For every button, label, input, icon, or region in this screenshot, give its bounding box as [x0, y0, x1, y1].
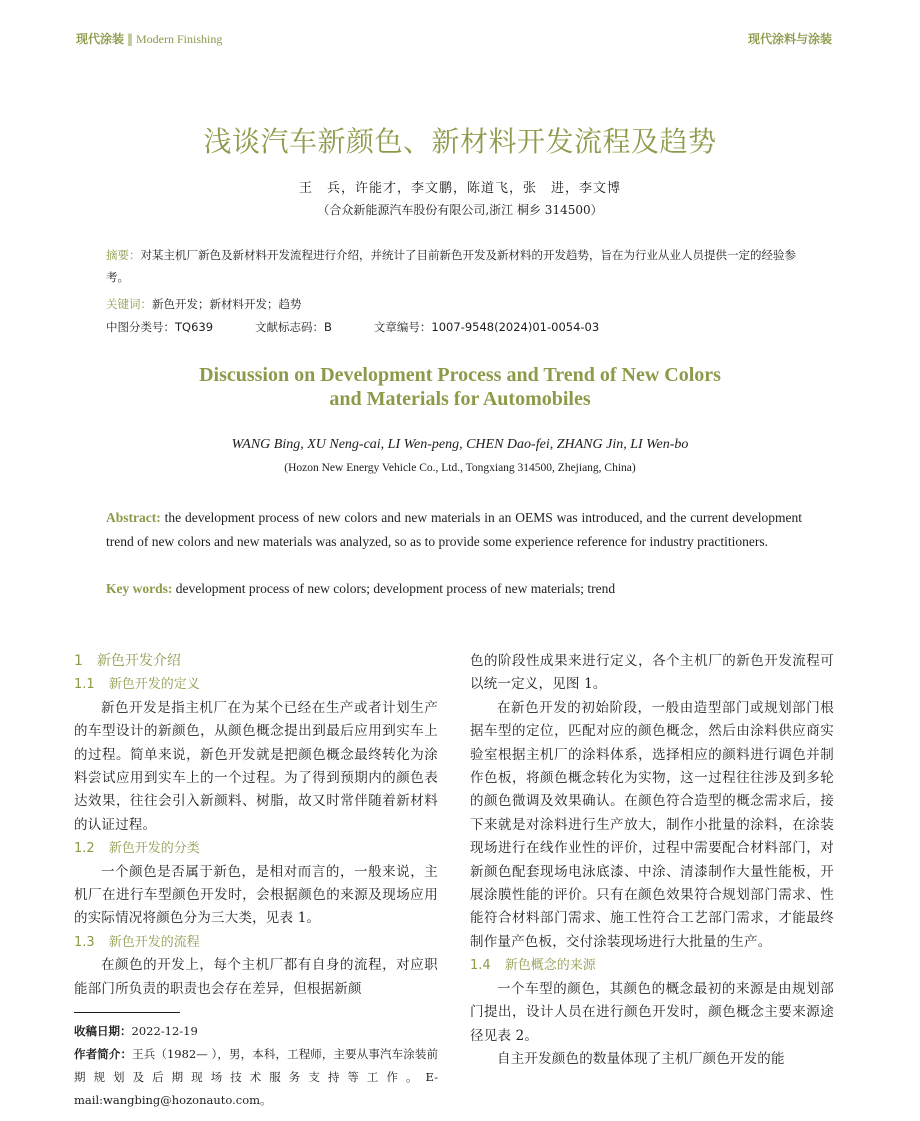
paragraph: 在颜色的开发上，每个主机厂都有自身的流程，对应职能部门所负责的职责也会存在差异，但根据新颜: [74, 957, 438, 997]
paper-title-en-line2: and Materials for Automobiles: [329, 388, 591, 410]
section-number: 1.2: [74, 841, 95, 857]
body-column-right: [470, 650, 834, 1071]
clc-number: 中图分类号：TQ639: [106, 320, 214, 334]
document-code: 文献标志码：B: [255, 320, 332, 334]
paper-title-en: [0, 363, 920, 411]
paragraph-continued: 色的阶段性成果来进行定义，各个主机厂的新色开发流程可以统一定义，见图 1。: [470, 653, 834, 693]
received-label: 收稿日期：: [74, 1024, 132, 1038]
abstract-cn: [106, 244, 806, 288]
authors-en: WANG Bing, XU Neng-cai, LI Wen-peng, CHEN Dao-fei, ZHANG Jin, LI Wen-bo: [231, 437, 689, 452]
article-number: 文章编号：1007-9548(2024)01-0054-03: [373, 320, 600, 334]
section-title: 新色开发介绍: [96, 653, 181, 669]
received-value: 2022-12-19: [131, 1024, 198, 1038]
journal-name-en: Modern Finishing: [136, 32, 223, 46]
paragraph: 一个颜色是否属于新色，是相对而言的，一般来说，主机厂在进行车型颜色开发时，会根据颜色的来源及现场应用的实际情况将颜色分为三大类，见表 1。: [74, 863, 438, 927]
footnote-rule: [74, 1012, 180, 1013]
section-heading-1: [74, 650, 438, 673]
journal-name-cn: 现代涂装: [76, 32, 125, 46]
footnote: [74, 1020, 438, 1112]
abstract-en-text: the development process of new colors and new materials in an OEMS was introduced, and the current development trend of new colors and new materials was analyzed, so as to provide some experience reference for industry practitioners.: [106, 510, 803, 549]
classification-line: [106, 316, 806, 338]
paragraph: 一个车型的颜色，其颜色的概念最初的来源是由规划部门提出，设计人员在进行颜色开发时，颜色概念主要来源途径见表 2。: [470, 980, 834, 1044]
affiliation-en: (Hozon New Energy Vehicle Co., Ltd., Tongxiang 314500, Zhejiang, China): [284, 462, 636, 474]
authors-cn: 王 兵，许能才，李文鹏，陈道飞，张 进，李文博: [298, 181, 621, 196]
paragraph: 新色开发是指主机厂在为某个已经在生产或者计划生产的车型设计的新颜色，从颜色概念提出到最后应用到实车上的过程。简单来说，新色开发就是把颜色概念最终转化为涂料尝试应用到实车上的一个过程。为了得到预期内的颜色表达效果，往往会引入新颜料、树脂，故又时常伴随着新材料的认证过程。: [74, 699, 438, 833]
body-column-left: [74, 650, 438, 1001]
paper-title-en-line1: Discussion on Development Process and Trend of New Colors: [199, 364, 721, 386]
section-title: 新色开发的流程: [108, 934, 200, 950]
abstract-cn-label: 摘要：: [106, 248, 141, 262]
section-title: 新色开发的定义: [108, 677, 200, 693]
paper-title-cn: 浅谈汽车新颜色、新材料开发流程及趋势: [203, 125, 717, 158]
abstract-en-label: Abstract:: [106, 510, 161, 525]
paragraph: 在新色开发的初始阶段，一般由造型部门或规划部门根据车型的定位，匹配对应的颜色概念，然后由涂料供应商实验室根据主机厂的涂料体系，选择相应的颜料进行调色并制作色板，将颜色概念转化为实物，这一过程往往涉及到多轮的颜色微调及效果确认。在颜色符合造型的概念需求后，接下来就是对涂料进行生产放大，制作小批量的涂料，在涂装现场进行在线作业性的评价，过程中需要配合材料部门，对新颜色配套现场电泳底漆、中涂、清漆制作大量性能板，开展涂膜性能的评价。只有在颜色效果符合规划部门需求、性能符合材料部门需求、施工性符合工艺部门需求，才能最终制作量产色板，交付涂装现场进行大批量的生产。: [470, 699, 834, 950]
keywords-en-text: development process of new colors; development process of new materials; trend: [175, 581, 616, 596]
bio-label: 作者简介：: [74, 1047, 133, 1061]
section-title: 新色概念的来源: [504, 958, 596, 974]
running-head: [76, 30, 832, 48]
keywords-en: [106, 577, 802, 600]
keywords-cn-label: 关键词：: [106, 297, 152, 311]
bio-text: 王兵（1982— ），男，本科，工程师，主要从事汽车涂装前期规划及后期现场技术服务支持等工作。E-mail:wangbing@hozonauto.com。: [74, 1047, 438, 1107]
section-title: 新色开发的分类: [108, 841, 200, 857]
abstract-en: [106, 506, 802, 553]
abstract-cn-text: 对某主机厂新色及新材料开发流程进行介绍，并统计了目前新色开发及新材料的开发趋势，旨在为行业从业人员提供一定的经验参考。: [106, 248, 796, 284]
author-bio: [74, 1043, 438, 1112]
journal-name: [76, 30, 222, 47]
keywords-cn-text: 新色开发；新材料开发；趋势: [152, 297, 302, 311]
affiliation-cn: （合众新能源汽车股份有限公司,浙江 桐乡 314500）: [317, 203, 603, 217]
section-heading-1-4: [470, 954, 834, 977]
keywords-en-label: Key words:: [106, 581, 173, 596]
section-heading-1-1: [74, 673, 438, 696]
header-separator: ‖: [127, 32, 134, 46]
section-heading-1-3: [74, 931, 438, 954]
received-date: [74, 1020, 438, 1043]
section-number: 1.4: [470, 958, 491, 974]
section-number: 1.1: [74, 677, 95, 693]
section-number: 1: [74, 653, 83, 669]
section-heading-1-2: [74, 837, 438, 860]
section-number: 1.3: [74, 934, 95, 950]
keywords-cn: [106, 293, 806, 315]
column-name: 现代涂料与涂装: [747, 32, 832, 46]
paragraph: 自主开发颜色的数量体现了主机厂颜色开发的能: [497, 1050, 785, 1067]
